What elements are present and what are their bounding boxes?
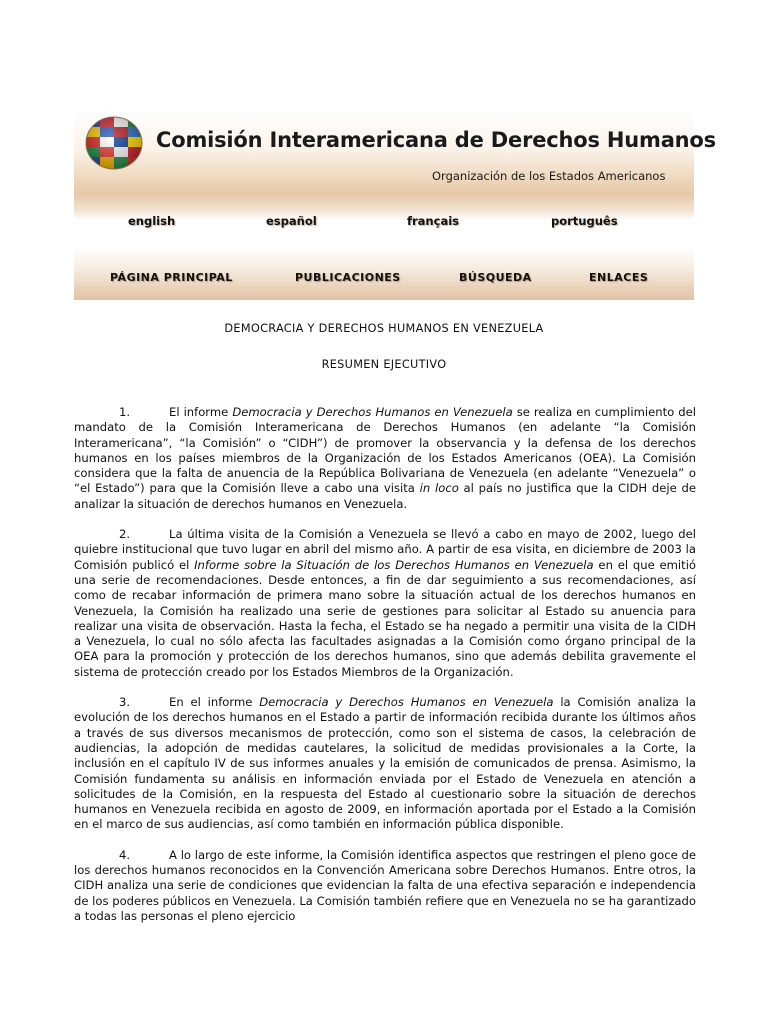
paragraph: [74, 848, 696, 924]
italic-title-text: Democracia y Derechos Humanos en Venezuela: [232, 405, 513, 419]
paragraph-number: 1.: [119, 405, 131, 419]
paragraph: [74, 695, 696, 833]
italic-title-text: Democracia y Derechos Humanos en Venezuela: [259, 695, 554, 710]
nav-home-link[interactable]: PÁGINA PRINCIPAL: [110, 271, 233, 284]
document-body: [74, 405, 696, 939]
paragraph-number: 3.: [119, 695, 131, 710]
document-title: DEMOCRACIA Y DERECHOS HUMANOS EN VENEZUELA: [224, 322, 544, 335]
paragraph-number: 2.: [119, 527, 131, 542]
lang-english-link[interactable]: english: [128, 214, 176, 228]
paragraph-text: En el informe: [169, 695, 260, 710]
oas-flags-globe-icon: [82, 114, 146, 172]
paragraph-number: 4.: [119, 847, 131, 862]
lang-francais-link[interactable]: français: [407, 214, 459, 228]
paragraph-text: El informe: [169, 405, 233, 419]
paragraph: [74, 527, 696, 680]
nav-search-link[interactable]: BÚSQUEDA: [459, 271, 532, 284]
paragraph-text: la Comisión analiza la evolución de los derechos humanos en el Estado a partir de información recibida durante los últimos años a través de sus diversos mecanismos de protección, como son el sistema de casos, la celebración de audiencias, la adopción de medidas cautelares, la solicitud de medidas provisionales a la Corte, la inclusión en el capítulo IV de sus informes anuales y la emisión de comunicados de prensa. Asimismo, la Comisión fundamenta su análisis en información enviada por el Estado de Venezuela en atención a solicitudes de la Comisión, en la respuesta del Estado al cuestionario sobre la situación de derechos humanos en Venezuela recibida en agosto de 2009, en información aportada por el Estado a la Comisión en el marco de sus audiencias, así como también en información pública disponible.: [74, 695, 696, 832]
nav-links-link[interactable]: ENLACES: [589, 271, 649, 284]
paragraph-text: La última visita de la Comisión a Venezuela se llevó a cabo en mayo de 2002, luego del quiebre institucional que tuvo lugar en abril del mismo año. A partir de esa visita, en diciembre de 2003 la Comisión publicó el: [74, 527, 696, 572]
org-parent: Organización de los Estados Americanos: [432, 169, 666, 183]
nav-publications-link[interactable]: PUBLICACIONES: [295, 271, 401, 284]
italic-title-text: in loco: [419, 481, 459, 496]
paragraph-text: al país no justifica que la CIDH deje de analizar la situación de derechos humanos en Venezuela.: [74, 481, 696, 511]
paragraph-text: A lo largo de este informe, la Comisión identifica aspectos que restringen el pleno goce de los derechos humanos reconocidos en la Convención Americana sobre Derechos Humanos. Entre otros, la CIDH analiza una serie de condiciones que evidencian la falta de una efectiva separación e independencia de los poderes públicos en Venezuela. La Comisión también refiere que en Venezuela no se ha garantizado a todas las personas el pleno ejercicio: [74, 847, 696, 923]
org-name: Comisión Interamericana de Derechos Humanos: [156, 128, 716, 152]
document-subtitle: RESUMEN EJECUTIVO: [321, 358, 447, 371]
paragraph-text: se realiza en cumplimiento del mandato de la Comisión Interamericana de Derechos Humanos (en adelante “la Comisión Interamericana”, “la Comisión” o “CIDH”) de promover la observancia y la defensa de los derechos humanos en los países miembros de la Organización de los Estados Americanos (OEA). La Comisión considera que la falta de anuencia de la República Bolivariana de Venezuela (en adelante “Venezuela” o “el Estado”) para que la Comisión lleve a cabo una visita: [74, 405, 696, 496]
lang-portugues-link[interactable]: português: [551, 214, 618, 228]
paragraph-text: en el que emitió una serie de recomendaciones. Desde entonces, a fin de dar seguimiento a sus recomendaciones, así como de recabar información de primera mano sobre la situación actual de los derechos humanos en Venezuela, la Comisión ha realizado una serie de gestiones para solicitar al Estado su anuencia para realizar una visita de observación. Hasta la fecha, el Estado se ha negado a permitir una visita de la CIDH a Venezuela, lo cual no sólo afecta las facultades asignadas a la Comisión como órgano principal de la OEA para la promoción y protección de los derechos humanos, sino que además debilita gravemente el sistema de protección creado por los Estados Miembros de la Organización.: [74, 557, 697, 679]
lang-espanol-link[interactable]: español: [266, 214, 317, 228]
italic-title-text: Informe sobre la Situación de los Derechos Humanos en Venezuela: [194, 557, 594, 572]
paragraph: [74, 405, 696, 512]
